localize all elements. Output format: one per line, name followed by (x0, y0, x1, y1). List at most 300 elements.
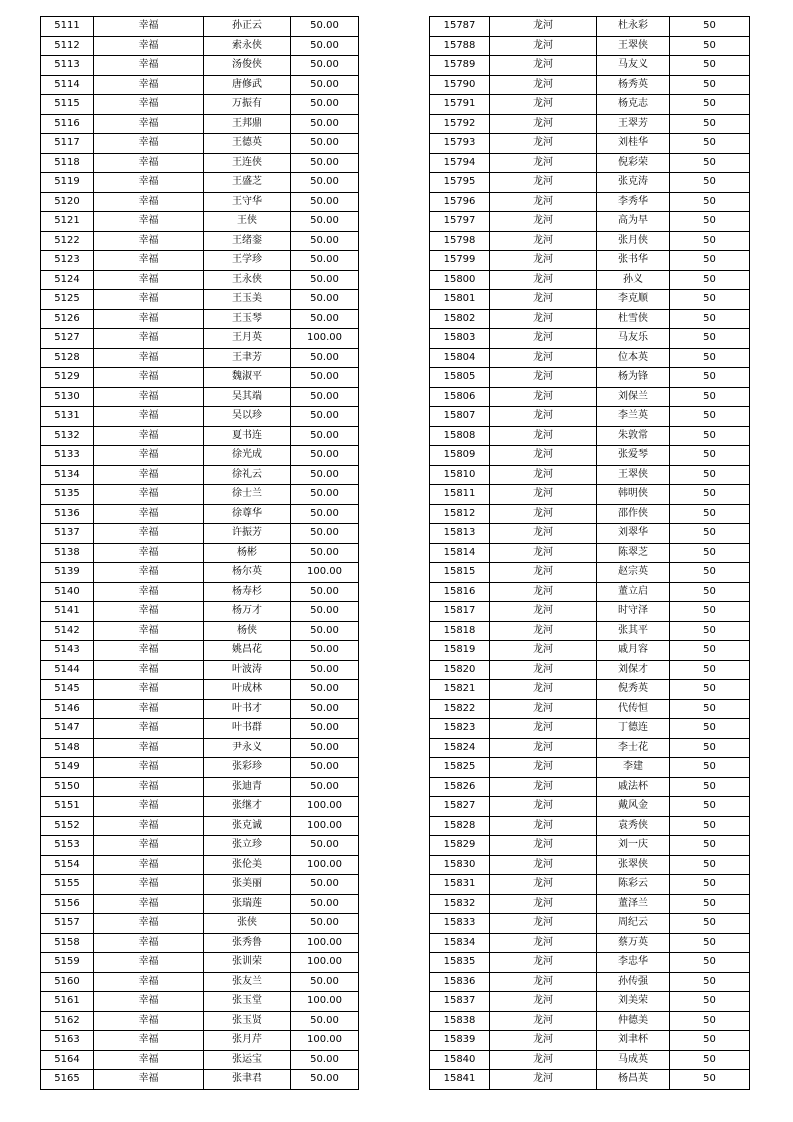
amount-cell: 50 (670, 914, 750, 934)
name-cell: 万振有 (204, 95, 291, 115)
amount-cell: 50.00 (291, 1050, 359, 1070)
table-row (430, 797, 750, 817)
village-cell: 龙河 (490, 875, 597, 895)
amount-cell: 100.00 (291, 816, 359, 836)
name-cell: 王侠 (204, 212, 291, 232)
village-cell: 龙河 (490, 426, 597, 446)
amount-cell: 50 (670, 212, 750, 232)
serial-number-cell: 15794 (430, 153, 490, 173)
village-cell: 幸福 (94, 407, 204, 427)
serial-number-cell: 15826 (430, 777, 490, 797)
name-cell: 魏淑平 (204, 368, 291, 388)
village-cell: 幸福 (94, 1070, 204, 1090)
amount-cell: 50 (670, 1031, 750, 1051)
serial-number-cell: 15833 (430, 914, 490, 934)
village-cell: 龙河 (490, 1050, 597, 1070)
village-cell: 龙河 (490, 894, 597, 914)
table-row (41, 212, 359, 232)
serial-number-cell: 5114 (41, 75, 94, 95)
table-row (41, 95, 359, 115)
name-cell: 杨昌英 (597, 1070, 670, 1090)
serial-number-cell: 15806 (430, 387, 490, 407)
amount-cell: 50 (670, 309, 750, 329)
serial-number-cell: 5118 (41, 153, 94, 173)
name-cell: 王玉琴 (204, 309, 291, 329)
village-cell: 幸福 (94, 426, 204, 446)
serial-number-cell: 15808 (430, 426, 490, 446)
serial-number-cell: 15828 (430, 816, 490, 836)
name-cell: 叶波涛 (204, 660, 291, 680)
amount-cell: 50 (670, 524, 750, 544)
village-cell: 龙河 (490, 56, 597, 76)
name-cell: 杨万才 (204, 602, 291, 622)
name-cell: 刘一庆 (597, 836, 670, 856)
serial-number-cell: 15813 (430, 524, 490, 544)
amount-cell: 50 (670, 582, 750, 602)
amount-cell: 50 (670, 797, 750, 817)
name-cell: 杨秀英 (597, 75, 670, 95)
village-cell: 龙河 (490, 933, 597, 953)
amount-cell: 50.00 (291, 368, 359, 388)
amount-cell: 50 (670, 348, 750, 368)
table-row (430, 777, 750, 797)
name-cell: 李兰英 (597, 407, 670, 427)
table-row (430, 855, 750, 875)
serial-number-cell: 5113 (41, 56, 94, 76)
name-cell: 蔡万英 (597, 933, 670, 953)
serial-number-cell: 5144 (41, 660, 94, 680)
village-cell: 幸福 (94, 836, 204, 856)
amount-cell: 50.00 (291, 660, 359, 680)
serial-number-cell: 15790 (430, 75, 490, 95)
village-cell: 幸福 (94, 992, 204, 1012)
table-row (430, 680, 750, 700)
name-cell: 马友乐 (597, 329, 670, 349)
amount-cell: 50 (670, 875, 750, 895)
name-cell: 李士花 (597, 738, 670, 758)
serial-number-cell: 5161 (41, 992, 94, 1012)
name-cell: 汤俊侠 (204, 56, 291, 76)
table-row (430, 368, 750, 388)
village-cell: 龙河 (490, 836, 597, 856)
table-row (430, 758, 750, 778)
name-cell: 李秀华 (597, 192, 670, 212)
amount-cell: 50.00 (291, 231, 359, 251)
amount-cell: 50.00 (291, 582, 359, 602)
village-cell: 幸福 (94, 329, 204, 349)
table-row (41, 660, 359, 680)
amount-cell: 50 (670, 56, 750, 76)
name-cell: 张立珍 (204, 836, 291, 856)
table-row (430, 75, 750, 95)
name-cell: 张玉贤 (204, 1011, 291, 1031)
name-cell: 位本英 (597, 348, 670, 368)
name-cell: 邵作侠 (597, 504, 670, 524)
village-cell: 龙河 (490, 797, 597, 817)
table-row (41, 680, 359, 700)
village-cell: 幸福 (94, 855, 204, 875)
name-cell: 姚昌花 (204, 641, 291, 661)
serial-number-cell: 15788 (430, 36, 490, 56)
amount-cell: 50 (670, 329, 750, 349)
village-cell: 龙河 (490, 212, 597, 232)
name-cell: 戚法杯 (597, 777, 670, 797)
name-cell: 戴风金 (597, 797, 670, 817)
name-cell: 张月侠 (597, 231, 670, 251)
village-cell: 龙河 (490, 680, 597, 700)
table-row (430, 270, 750, 290)
serial-number-cell: 5155 (41, 875, 94, 895)
serial-number-cell: 15814 (430, 543, 490, 563)
serial-number-cell: 5162 (41, 1011, 94, 1031)
table-row (430, 465, 750, 485)
serial-number-cell: 15820 (430, 660, 490, 680)
table-row (41, 933, 359, 953)
serial-number-cell: 5147 (41, 719, 94, 739)
amount-cell: 50.00 (291, 212, 359, 232)
village-cell: 幸福 (94, 875, 204, 895)
table-row (41, 563, 359, 583)
serial-number-cell: 5112 (41, 36, 94, 56)
village-cell: 幸福 (94, 368, 204, 388)
amount-cell: 50.00 (291, 153, 359, 173)
amount-cell: 50.00 (291, 485, 359, 505)
amount-cell: 50 (670, 758, 750, 778)
left-table (40, 16, 359, 1090)
name-cell: 董立启 (597, 582, 670, 602)
table-row (430, 972, 750, 992)
serial-number-cell: 15829 (430, 836, 490, 856)
amount-cell: 50 (670, 602, 750, 622)
table-row (41, 290, 359, 310)
table-row (430, 875, 750, 895)
serial-number-cell: 15797 (430, 212, 490, 232)
table-row (41, 348, 359, 368)
village-cell: 龙河 (490, 485, 597, 505)
serial-number-cell: 15798 (430, 231, 490, 251)
village-cell: 龙河 (490, 290, 597, 310)
left-table-body (41, 17, 359, 1090)
village-cell: 龙河 (490, 641, 597, 661)
name-cell: 王翠侠 (597, 465, 670, 485)
amount-cell: 50 (670, 543, 750, 563)
amount-cell: 50 (670, 114, 750, 134)
name-cell: 李建 (597, 758, 670, 778)
table-row (41, 75, 359, 95)
village-cell: 幸福 (94, 1031, 204, 1051)
table-row (41, 816, 359, 836)
serial-number-cell: 5140 (41, 582, 94, 602)
name-cell: 叶成林 (204, 680, 291, 700)
table-row (430, 309, 750, 329)
serial-number-cell: 5158 (41, 933, 94, 953)
name-cell: 张友兰 (204, 972, 291, 992)
table-row (430, 95, 750, 115)
amount-cell: 100.00 (291, 329, 359, 349)
table-row (41, 173, 359, 193)
name-cell: 赵宗英 (597, 563, 670, 583)
serial-number-cell: 15825 (430, 758, 490, 778)
name-cell: 王永侠 (204, 270, 291, 290)
village-cell: 幸福 (94, 270, 204, 290)
name-cell: 杜雪侠 (597, 309, 670, 329)
table-row (430, 251, 750, 271)
amount-cell: 50 (670, 680, 750, 700)
village-cell: 幸福 (94, 387, 204, 407)
name-cell: 刘聿杯 (597, 1031, 670, 1051)
serial-number-cell: 5135 (41, 485, 94, 505)
village-cell: 幸福 (94, 524, 204, 544)
serial-number-cell: 5163 (41, 1031, 94, 1051)
name-cell: 丁德连 (597, 719, 670, 739)
serial-number-cell: 15812 (430, 504, 490, 524)
table-row (41, 719, 359, 739)
table-row (41, 992, 359, 1012)
amount-cell: 50 (670, 1011, 750, 1031)
village-cell: 幸福 (94, 17, 204, 37)
table-row (41, 192, 359, 212)
amount-cell: 50.00 (291, 602, 359, 622)
village-cell: 幸福 (94, 582, 204, 602)
table-row (430, 933, 750, 953)
name-cell: 杨侠 (204, 621, 291, 641)
amount-cell: 50 (670, 660, 750, 680)
serial-number-cell: 15824 (430, 738, 490, 758)
serial-number-cell: 5133 (41, 446, 94, 466)
village-cell: 龙河 (490, 563, 597, 583)
table-row (41, 387, 359, 407)
name-cell: 张训荣 (204, 953, 291, 973)
name-cell: 仲德美 (597, 1011, 670, 1031)
amount-cell: 50.00 (291, 777, 359, 797)
name-cell: 杨为锋 (597, 368, 670, 388)
name-cell: 徐礼云 (204, 465, 291, 485)
table-row (430, 485, 750, 505)
name-cell: 孙义 (597, 270, 670, 290)
table-row (41, 699, 359, 719)
serial-number-cell: 15795 (430, 173, 490, 193)
table-row (41, 114, 359, 134)
amount-cell: 50 (670, 836, 750, 856)
amount-cell: 50.00 (291, 524, 359, 544)
table-row (430, 543, 750, 563)
name-cell: 王绪銮 (204, 231, 291, 251)
village-cell: 幸福 (94, 192, 204, 212)
amount-cell: 50 (670, 17, 750, 37)
table-row (41, 777, 359, 797)
amount-cell: 50.00 (291, 894, 359, 914)
table-row (430, 914, 750, 934)
serial-number-cell: 5130 (41, 387, 94, 407)
table-row (430, 17, 750, 37)
name-cell: 张彩珍 (204, 758, 291, 778)
name-cell: 李忠华 (597, 953, 670, 973)
table-row (430, 407, 750, 427)
amount-cell: 50.00 (291, 1070, 359, 1090)
table-row (430, 173, 750, 193)
village-cell: 幸福 (94, 816, 204, 836)
serial-number-cell: 5143 (41, 641, 94, 661)
amount-cell: 50.00 (291, 114, 359, 134)
table-row (41, 758, 359, 778)
serial-number-cell: 15836 (430, 972, 490, 992)
serial-number-cell: 15817 (430, 602, 490, 622)
name-cell: 张秀鲁 (204, 933, 291, 953)
name-cell: 王玉美 (204, 290, 291, 310)
name-cell: 徐光成 (204, 446, 291, 466)
amount-cell: 50.00 (291, 348, 359, 368)
village-cell: 幸福 (94, 699, 204, 719)
serial-number-cell: 15822 (430, 699, 490, 719)
name-cell: 张迪青 (204, 777, 291, 797)
village-cell: 龙河 (490, 582, 597, 602)
village-cell: 龙河 (490, 192, 597, 212)
name-cell: 袁秀侠 (597, 816, 670, 836)
amount-cell: 50.00 (291, 465, 359, 485)
table-row (41, 972, 359, 992)
serial-number-cell: 5128 (41, 348, 94, 368)
name-cell: 徐尊华 (204, 504, 291, 524)
village-cell: 幸福 (94, 231, 204, 251)
amount-cell: 50 (670, 290, 750, 310)
name-cell: 杨寿杉 (204, 582, 291, 602)
name-cell: 倪彩荣 (597, 153, 670, 173)
serial-number-cell: 15823 (430, 719, 490, 739)
table-row (430, 290, 750, 310)
amount-cell: 50 (670, 992, 750, 1012)
serial-number-cell: 5160 (41, 972, 94, 992)
village-cell: 龙河 (490, 758, 597, 778)
table-row (430, 56, 750, 76)
name-cell: 刘美荣 (597, 992, 670, 1012)
name-cell: 张翠侠 (597, 855, 670, 875)
table-row (41, 543, 359, 563)
serial-number-cell: 15807 (430, 407, 490, 427)
village-cell: 龙河 (490, 738, 597, 758)
amount-cell: 50.00 (291, 836, 359, 856)
amount-cell: 50 (670, 816, 750, 836)
village-cell: 幸福 (94, 251, 204, 271)
village-cell: 龙河 (490, 153, 597, 173)
table-row (41, 465, 359, 485)
serial-number-cell: 5120 (41, 192, 94, 212)
amount-cell: 50 (670, 563, 750, 583)
amount-cell: 50 (670, 192, 750, 212)
name-cell: 唐修武 (204, 75, 291, 95)
serial-number-cell: 5131 (41, 407, 94, 427)
table-row (430, 114, 750, 134)
amount-cell: 100.00 (291, 992, 359, 1012)
serial-number-cell: 5138 (41, 543, 94, 563)
village-cell: 龙河 (490, 407, 597, 427)
table-row (430, 641, 750, 661)
table-row (41, 953, 359, 973)
table-row (41, 56, 359, 76)
amount-cell: 50.00 (291, 134, 359, 154)
table-row (430, 563, 750, 583)
amount-cell: 50 (670, 446, 750, 466)
serial-number-cell: 5126 (41, 309, 94, 329)
village-cell: 幸福 (94, 543, 204, 563)
table-row (41, 836, 359, 856)
village-cell: 龙河 (490, 524, 597, 544)
right-table-body (430, 17, 750, 1090)
table-row (430, 329, 750, 349)
table-row (41, 17, 359, 37)
table-row (430, 660, 750, 680)
table-row (430, 1031, 750, 1051)
serial-number-cell: 15803 (430, 329, 490, 349)
amount-cell: 50 (670, 641, 750, 661)
table-row (41, 134, 359, 154)
table-row (430, 387, 750, 407)
name-cell: 张克诚 (204, 816, 291, 836)
serial-number-cell: 5117 (41, 134, 94, 154)
name-cell: 王翠侠 (597, 36, 670, 56)
name-cell: 许振芳 (204, 524, 291, 544)
table-row (41, 855, 359, 875)
table-row (41, 1070, 359, 1090)
amount-cell: 100.00 (291, 953, 359, 973)
village-cell: 龙河 (490, 719, 597, 739)
name-cell: 韩明侠 (597, 485, 670, 505)
amount-cell: 50.00 (291, 680, 359, 700)
amount-cell: 50 (670, 387, 750, 407)
amount-cell: 50 (670, 485, 750, 505)
serial-number-cell: 5142 (41, 621, 94, 641)
village-cell: 幸福 (94, 914, 204, 934)
table-row (41, 1050, 359, 1070)
village-cell: 龙河 (490, 368, 597, 388)
serial-number-cell: 5150 (41, 777, 94, 797)
amount-cell: 50.00 (291, 251, 359, 271)
village-cell: 龙河 (490, 621, 597, 641)
village-cell: 幸福 (94, 660, 204, 680)
table-row (430, 1011, 750, 1031)
name-cell: 杨彬 (204, 543, 291, 563)
serial-number-cell: 5149 (41, 758, 94, 778)
serial-number-cell: 5111 (41, 17, 94, 37)
serial-number-cell: 15834 (430, 933, 490, 953)
village-cell: 龙河 (490, 348, 597, 368)
village-cell: 幸福 (94, 173, 204, 193)
serial-number-cell: 15792 (430, 114, 490, 134)
name-cell: 周纪云 (597, 914, 670, 934)
name-cell: 王学珍 (204, 251, 291, 271)
village-cell: 龙河 (490, 816, 597, 836)
table-row (41, 875, 359, 895)
name-cell: 刘保才 (597, 660, 670, 680)
table-row (41, 602, 359, 622)
amount-cell: 50 (670, 621, 750, 641)
amount-cell: 50.00 (291, 738, 359, 758)
name-cell: 王守华 (204, 192, 291, 212)
name-cell: 吴以珍 (204, 407, 291, 427)
village-cell: 幸福 (94, 738, 204, 758)
village-cell: 幸福 (94, 719, 204, 739)
amount-cell: 50.00 (291, 290, 359, 310)
serial-number-cell: 5154 (41, 855, 94, 875)
name-cell: 马成英 (597, 1050, 670, 1070)
village-cell: 幸福 (94, 563, 204, 583)
table-row (41, 426, 359, 446)
village-cell: 龙河 (490, 1011, 597, 1031)
village-cell: 幸福 (94, 797, 204, 817)
amount-cell: 50 (670, 465, 750, 485)
amount-cell: 50 (670, 855, 750, 875)
name-cell: 陈彩云 (597, 875, 670, 895)
name-cell: 王盛芝 (204, 173, 291, 193)
